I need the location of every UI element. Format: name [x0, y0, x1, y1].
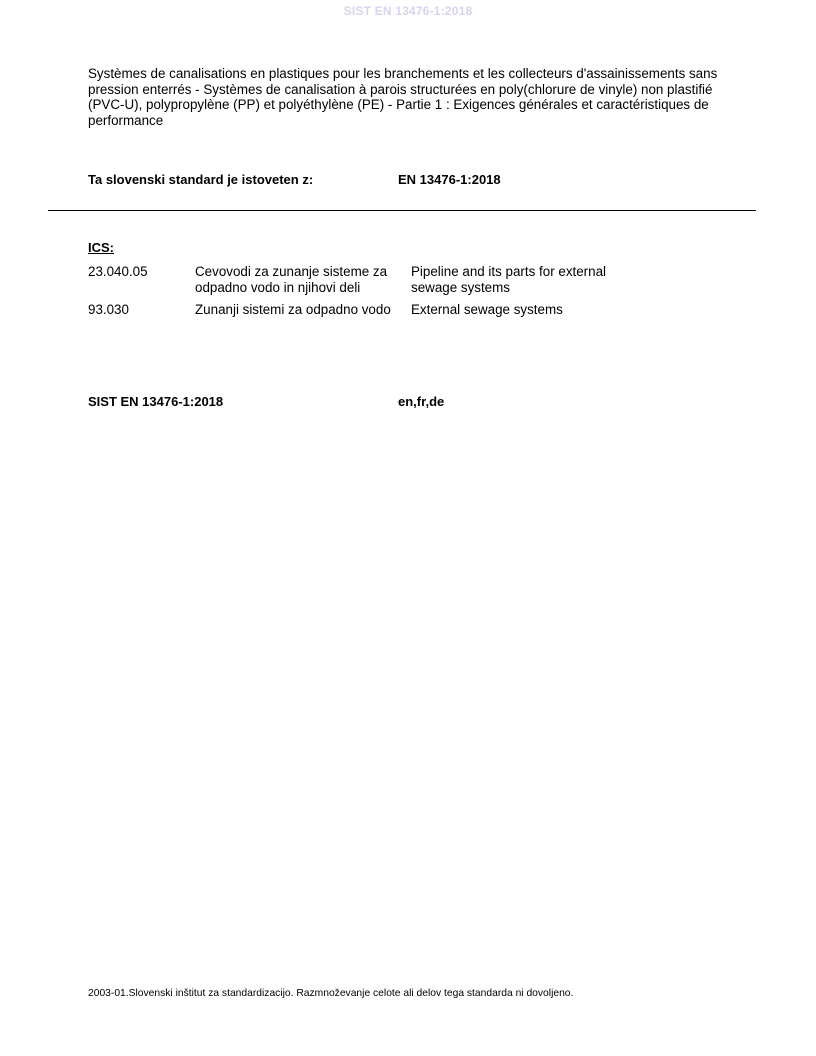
ics-code: 93.030 — [88, 302, 129, 318]
languages: en,fr,de — [398, 394, 445, 409]
ics-description-sl: Cevovodi za zunanje sisteme za odpadno vodo in njihovi deli — [195, 264, 388, 295]
ics-table — [88, 264, 628, 325]
ics-description-sl: Zunanji sistemi za odpadno vodo — [195, 302, 391, 318]
ics-description-en: Pipeline and its parts for external sewage systems — [411, 264, 607, 295]
horizontal-divider — [48, 210, 756, 211]
copyright-notice: 2003-01.Slovenski inštitut za standardizacijo. Razmnoževanje celote ali delov tega standarda ni dovoljeno. — [88, 988, 574, 999]
ics-code: 23.040.05 — [88, 264, 148, 279]
standard-number: SIST EN 13476-1:2018 — [88, 394, 224, 409]
ics-description-en: External sewage systems — [411, 302, 563, 318]
ics-heading: ICS: — [88, 240, 114, 255]
ics-row — [88, 302, 628, 325]
watermark: SIST EN 13476-1:2018 — [343, 4, 473, 18]
identity-label: Ta slovenski standard je istoveten z: — [88, 172, 314, 187]
ics-row — [88, 264, 628, 302]
identity-value: EN 13476-1:2018 — [398, 172, 501, 187]
french-title: Systèmes de canalisations en plastiques pour les branchements et les collecteurs d'assainissements sans pression enterrés - Systèmes de canalisation à parois structurées en poly(chlorure de vinyle) non plastifié (PVC-U), polypropylène (PP) et polyéthylène (PE) - Partie 1 : Exigences générales et caractéristiques de performance — [88, 66, 718, 128]
